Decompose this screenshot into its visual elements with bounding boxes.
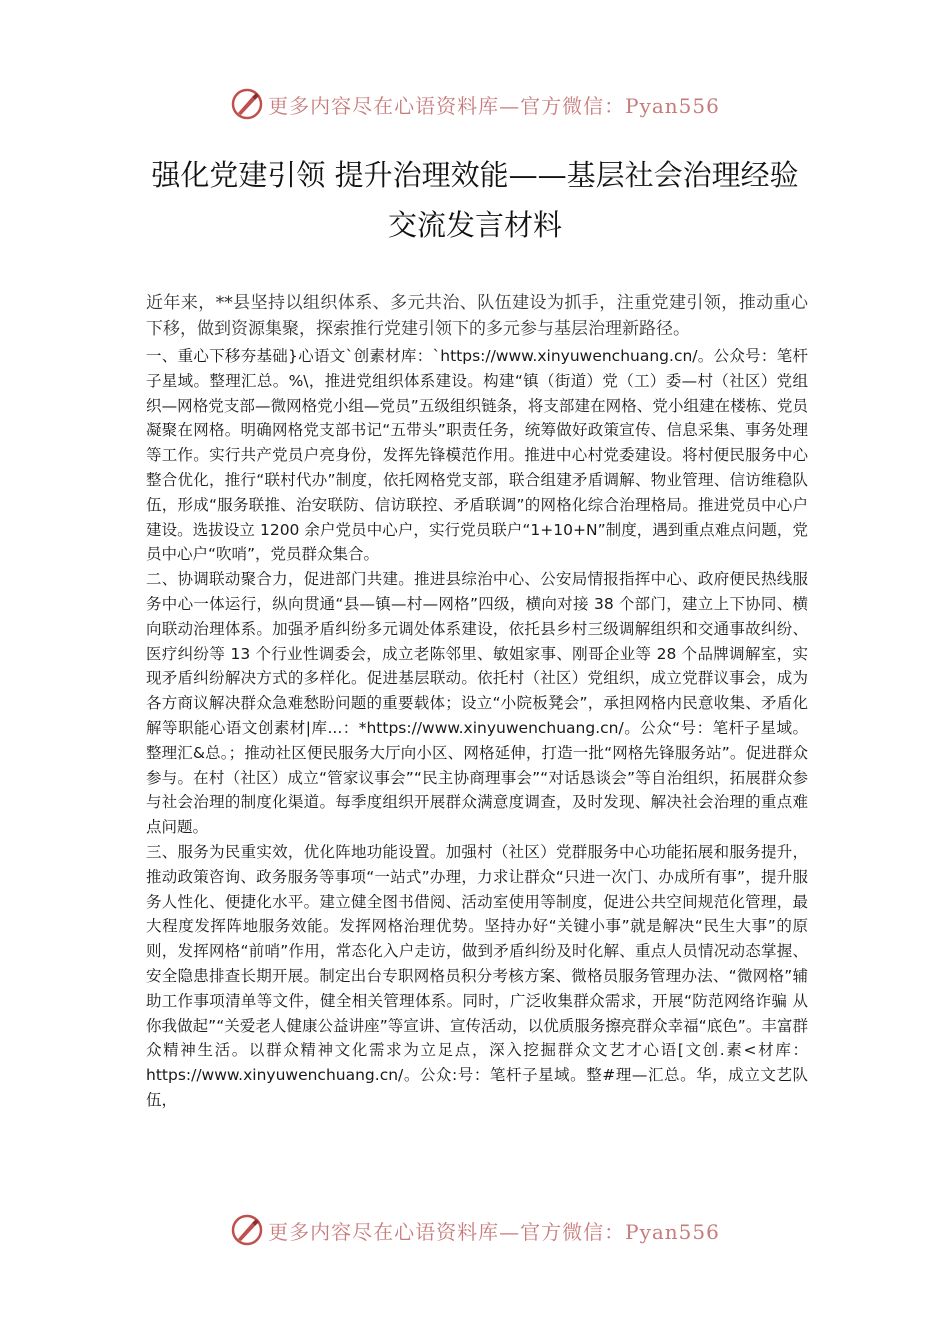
pen-circle-logo-icon (230, 1213, 264, 1247)
page-title (120, 150, 830, 250)
title-line-2: 交流发言材料 (387, 208, 562, 242)
section-3-paragraph: 三、服务为民重实效，优化阵地功能设置。加强村（社区）党群服务中心功能拓展和服务提升，推动政策咨询、政务服务等事项“一站式”办理，力求让群众“只进一次门、办成所有事”，提升服务人性化、便捷化水平。建立健全图书借阅、活动室使用等制度，促进公共空间规范化管理，最大程度发挥阵地服务效能。发挥网格治理优势。坚持办好“关键小事”就是解决“民生大事”的原则，发挥网格“前哨”作用，常态化入户走访，做到矛盾纠纷及时化解、重点人员情况动态掌握、安全隐患排查长期开展。制定出台专职网格员积分考核方案、微格员服务管理办法、“微网格”辅助工作事项清单等文件，健全相关管理体系。同时，广泛收集群众需求，开展“防范网络诈骗 从你我做起”“关爱老人健康公益讲座”等宣讲、宣传活动，以优质服务擦亮群众幸福“底色”。丰富群众精神生活。以群众精神文化需求为立足点，深入挖掘群众文艺才心语[文创.素<材库：https://www.xinyuwenchuang.cn/。公众:号：笔杆子星域。整#理—汇总。华，成立文艺队伍， (146, 842, 808, 1109)
section-1-paragraph: 一、重心下移夯基础}心语文`创素材库：`https://www.xinyuwenchuang.cn/。公众号：笔杆子星域。整理汇总。%\，推进党组织体系建设。构建“镇（街道）党（工）委—村（社区）党组织—网格党支部—微网格党小组—党员”五级组织链条，将支部建在网格、党小组建在楼栋、党员凝聚在网格。明确网格党支部书记“五带头”职责任务，统筹做好政策宣传、信息采集、事务处理等工作。实行共产党员户亮身份，发挥先锋模范作用。推进中心村党委建设。将村便民服务中心整合优化，推行“联村代办”制度，依托网格党支部，联合组建矛盾调解、物业管理、信访维稳队伍，形成“服务联推、治安联防、信访联控、矛盾联调”的网格化综合治理格局。推进党员中心户建设。选拔设立 1200 余户党员中心户，实行党员联户“1+10+N”制度，遇到重点难点问题，党员中心户“吹哨”，党员群众集合。 (146, 347, 808, 564)
intro-paragraph: 近年来，**县坚持以组织体系、多元共治、队伍建设为抓手，注重党建引领，推动重心下移，做到资源集聚，探索推行党建引领下的多元参与基层治理新路径。 (146, 293, 808, 339)
watermark-banner-top (0, 80, 950, 128)
watermark-text: 更多内容尽在心语资料库—官方微信：Pyan556 (268, 1219, 720, 1244)
watermark-banner-bottom (0, 1206, 950, 1254)
watermark-text: 更多内容尽在心语资料库—官方微信：Pyan556 (268, 93, 720, 118)
title-line-1: 强化党建引领 提升治理效能——基层社会治理经验 (151, 158, 799, 192)
pen-circle-logo-icon (230, 87, 264, 121)
section-2-paragraph: 二、协调联动聚合力，促进部门共建。推进县综治中心、公安局情报指挥中心、政府便民热线服务中心一体运行，纵向贯通“县—镇—村—网格”四级，横向对接 38 个部门，建立上下协同、横向联动治理体系。加强矛盾纠纷多元调处体系建设，依托县乡村三级调解组织和交通事故纠纷、医疗纠纷等 13 个行业性调委会，成立老陈邻里、敏姐家事、刚哥企业等 28 个品牌调解室，实现矛盾纠纷解决方式的多样化。促进基层联动。依托村（社区）党组织，成立党群议事会，成为各方商议解决群众急难愁盼问题的重要载体；设立“小院板凳会”，承担网格内民意收集、矛盾化解等职能心语文创素材|库...：*https://www.xinyuwenchuang.cn/。公众“号：笔杆子星域。整理汇&总。；推动社区便民服务大厅向小区、网格延伸，打造一批“网格先锋服务站”。促进群众参与。在村（社区）成立“管家议事会”“民主协商理事会”“对话恳谈会”等自治组织，拓展群众参与社会治理的制度化渠道。每季度组织开展群众满意度调查，及时发现、解决社会治理的重点难点问题。 (146, 570, 808, 837)
document-body (146, 290, 808, 1113)
